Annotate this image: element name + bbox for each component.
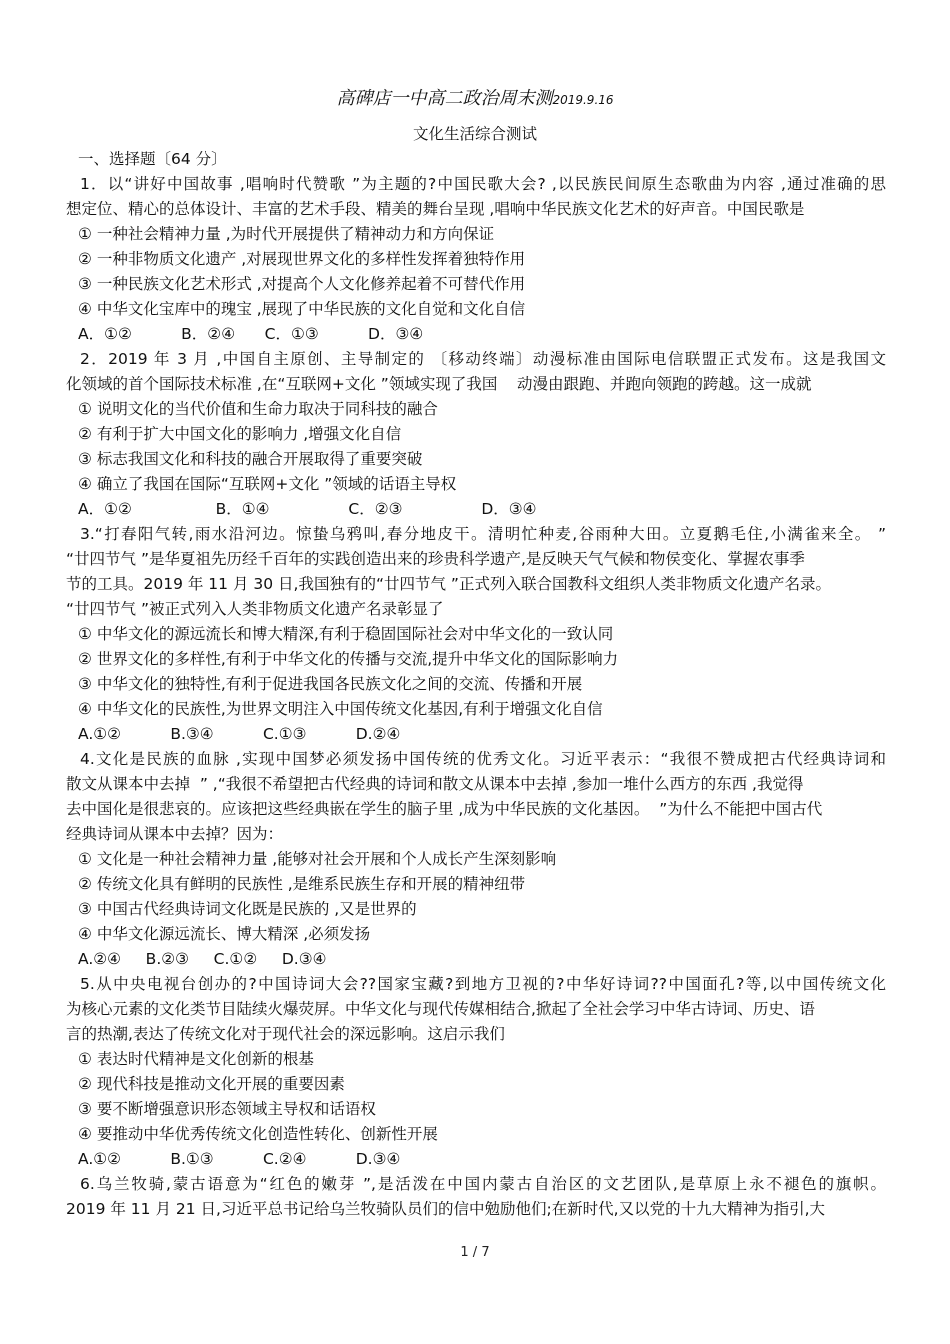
text-line: ② 现代科技是推动文化开展的重要因素 — [78, 1075, 345, 1093]
text-line: ④ 中华文化宝库中的瑰宝 ,展现了中华民族的文化自觉和文化自信 — [78, 300, 526, 318]
section-heading: 一、选择题〔64 分〕 — [78, 150, 227, 168]
text-line: A．①② B．②④ C．①③ D．③④ — [78, 325, 424, 343]
page-subtitle: 文化生活综合测试 — [412, 125, 537, 143]
text-line: ③ 一种民族文化艺术形式 ,对提高个人文化修养起着不可替代作用 — [78, 275, 526, 293]
text-line: ② 有利于扩大中国文化的影响力 ,增强文化自信 — [78, 425, 402, 443]
document-body — [66, 147, 886, 1222]
text-line: A.①② B.③④ C.①③ D.②④ — [78, 725, 401, 743]
text-line: 2019 年 11 月 21 日,习近平总书记给乌兰牧骑队员们的信中勉励他们;在新时代,又以党的十九大精神为指引,大 — [66, 1200, 826, 1218]
text-line: ③ 要不断增强意识形态领域主导权和话语权 — [78, 1100, 376, 1118]
text-line: ① 表达时代精神是文化创新的根基 — [78, 1050, 314, 1068]
text-line: 4.文化是民族的血脉 ,实现中国梦必须发扬中国传统的优秀文化。习近平表示：“我很不赞成把古代经典诗词和 — [80, 750, 886, 768]
text-line: ④ 中华文化的民族性,为世界文明注入中国传统文化基因,有利于增强文化自信 — [78, 700, 603, 718]
text-line: ① 文化是一种社会精神力量 ,能够对社会开展和个人成长产生深刻影响 — [78, 850, 557, 868]
text-line: 6.乌兰牧骑,蒙古语意为“红色的嫩芽 ”,是活泼在中国内蒙古自治区的文艺团队,是草原上永不褪色的旗帜。 — [80, 1175, 886, 1193]
text-line: “廿四节气 ”被正式列入人类非物质文化遗产名录彰显了 — [66, 600, 444, 618]
text-line: 想定位、精心的总体设计、丰富的艺术手段、精美的舞台呈现 ,唱响中华民族文化艺术的好声音。中国民歌是 — [66, 200, 805, 218]
text-line: ④ 确立了我国在国际“互联网+文化 ”领域的话语主导权 — [78, 475, 457, 493]
text-line: “廿四节气 ”是华夏祖先历经千百年的实践创造出来的珍贵科学遗产,是反映天气气候和物侯变化、掌握农事季 — [66, 550, 805, 568]
text-line: ① 一种社会精神力量 ,为时代开展提供了精神动力和方向保证 — [78, 225, 495, 243]
text-line: A.②④ B.②③ C.①② D.③④ — [78, 950, 327, 968]
text-line: A．①② B．①④ C．②③ D．③④ — [78, 500, 537, 518]
text-line: 经典诗词从课本中去掉？因为： — [66, 825, 284, 843]
text-line: 1．以“讲好中国故事 ,唱响时代赞歌 ”为主题的?中国民歌大会? ,以民族民间原生态歌曲为内容 ,通过准确的思 — [80, 175, 886, 193]
text-line: 散文从课本中去掉 ” ,“我很不希望把古代经典的诗词和散文从课本中去掉 ,参加一堆什么西方的东西 ,我觉得 — [66, 775, 804, 793]
text-line: ③ 标志我国文化和科技的融合开展取得了重要突破 — [78, 450, 423, 468]
page-number: 1 / 7 — [460, 1245, 490, 1260]
text-line: 2．2019 年 3 月 ,中国自主原创、主导制定的 〔移动终端〕动漫标准由国际电信联盟正式发布。这是我国文 — [80, 350, 886, 368]
title-date: 2019.9.16 — [552, 93, 614, 107]
text-line: 3.“打春阳气转,雨水沿河边。惊蛰乌鸦叫,春分地皮干。清明忙种麦,谷雨种大田。立夏鹅毛住,小满雀来全。 ” — [80, 525, 886, 543]
text-line: 化领域的首个国际技术标准 ,在“互联网+文化 ”领域实现了我国 动漫由跟跑、并跑向领跑的跨越。这一成就 — [66, 375, 812, 393]
text-line: ① 中华文化的源远流长和博大精深,有利于稳固国际社会对中华文化的一致认同 — [78, 625, 614, 643]
text-line: ② 一种非物质文化遗产 ,对展现世界文化的多样性发挥着独特作用 — [78, 250, 526, 268]
text-line: ① 说明文化的当代价值和生命力取决于同科技的融合 — [78, 400, 438, 418]
text-line: ④ 要推动中华优秀传统文化创造性转化、创新性开展 — [78, 1125, 438, 1143]
text-line: ③ 中华文化的独特性,有利于促进我国各民族文化之间的交流、传播和开展 — [78, 675, 583, 693]
text-line: ② 传统文化具有鲜明的民族性 ,是维系民族生存和开展的精神纽带 — [78, 875, 526, 893]
text-line: ③ 中国古代经典诗词文化既是民族的 ,又是世界的 — [78, 900, 417, 918]
text-line: ④ 中华文化源远流长、博大精深 ,必须发扬 — [78, 925, 371, 943]
text-line: 节的工具。2019 年 11 月 30 日,我国独有的“廿四节气 ”正式列入联合国教科文组织人类非物质文化遗产名录。 — [66, 575, 831, 593]
text-line: 去中国化是很悲哀的。应该把这些经典嵌在学生的脑子里 ,成为中华民族的文化基因。 ”为什么不能把中国古代 — [66, 800, 823, 818]
title-text: 高碑店一中高二政治周末测 — [336, 88, 553, 109]
text-line: 5.从中央电视台创办的?中国诗词大会??国家宝藏?到地方卫视的?中华好诗词??中国面孔?等,以中国传统文化 — [80, 975, 886, 993]
text-line: A.①② B.①③ C.②④ D.③④ — [78, 1150, 401, 1168]
text-line: 为核心元素的文化类节目陆续火爆荧屏。中华文化与现代传媒相结合,掀起了全社会学习中华古诗词、历史、语 — [66, 1000, 815, 1018]
text-line: ② 世界文化的多样性,有利于中华文化的传播与交流,提升中华文化的国际影响力 — [78, 650, 619, 668]
text-line: 言的热潮,表达了传统文化对于现代社会的深远影响。这启示我们 — [66, 1025, 505, 1043]
page-title — [0, 86, 950, 113]
